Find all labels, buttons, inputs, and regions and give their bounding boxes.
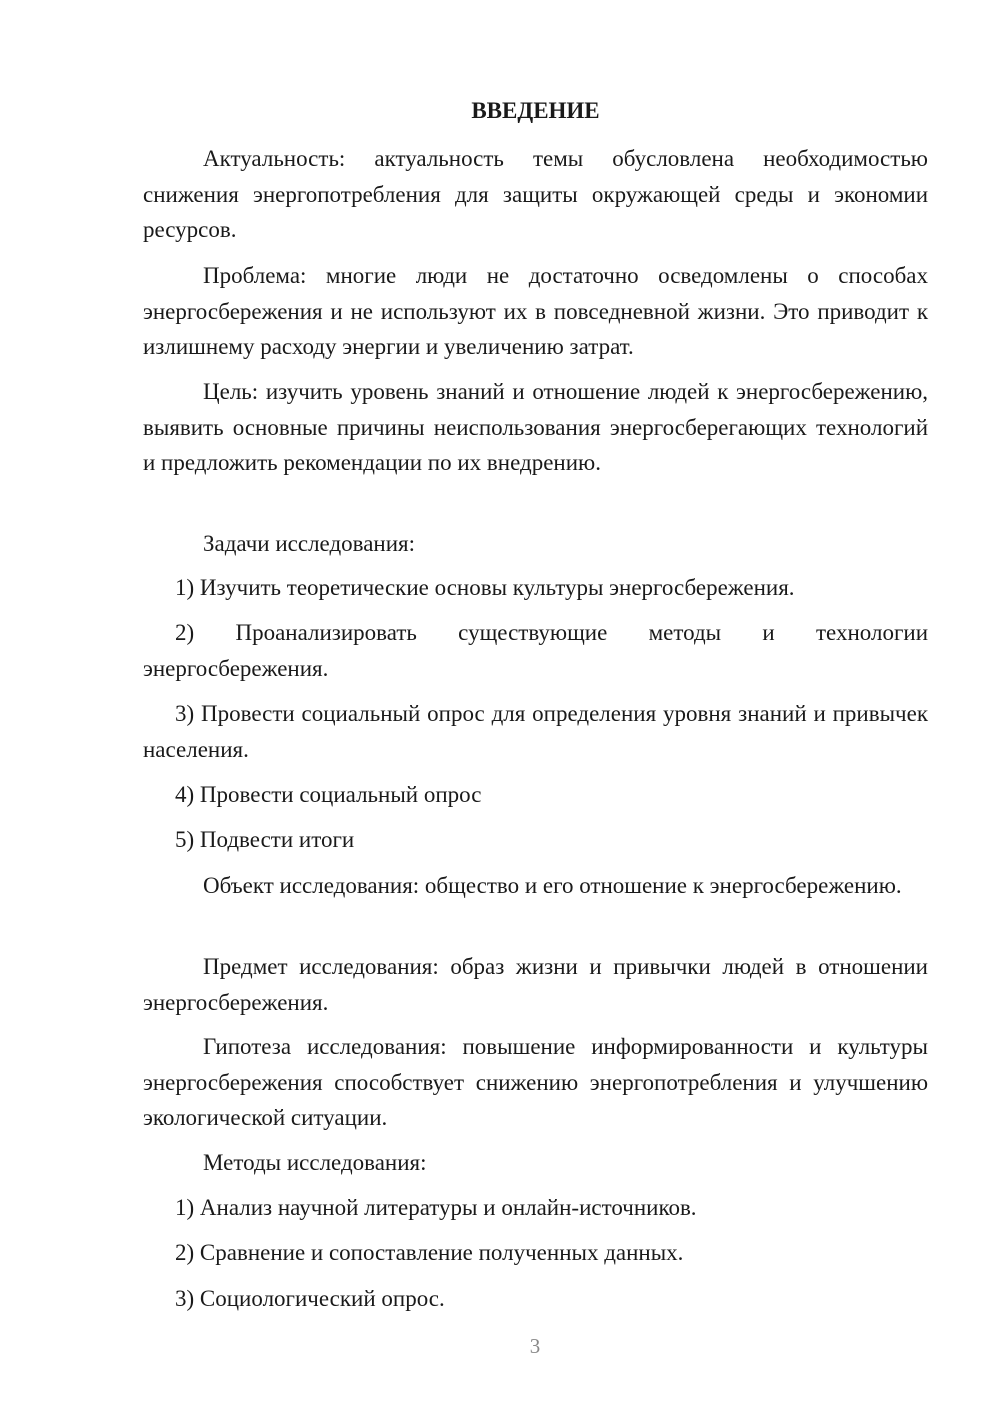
task-item: 4) Провести социальный опрос (175, 782, 482, 807)
tasks-heading: Задачи исследования: (203, 531, 416, 556)
page-title: ВВЕДЕНИЕ (471, 98, 600, 123)
task-item: 5) Подвести итоги (175, 827, 355, 852)
subject-paragraph: Предмет исследования: образ жизни и привычки людей в отношении энергосбережения. (143, 954, 928, 1015)
method-item: 3) Социологический опрос. (175, 1286, 445, 1311)
goal-paragraph: Цель: изучить уровень знаний и отношение людей к энергосбережению, выявить основные причины неиспользования энергосберегающих технологий и предложить рекомендации по их внедрению. (143, 379, 928, 475)
task-item: 1) Изучить теоретические основы культуры энергосбережения. (175, 575, 795, 600)
page-number: 3 (529, 1334, 541, 1358)
method-item: 1) Анализ научной литературы и онлайн-источников. (175, 1195, 697, 1220)
task-item: 3) Провести социальный опрос для определения уровня знаний и привычек населения. (143, 701, 928, 762)
task-item: 2) Проанализировать существующие методы и технологии энергосбережения. (143, 620, 928, 681)
object-paragraph: Объект исследования: общество и его отношение к энергосбережению. (203, 873, 902, 898)
hypothesis-paragraph: Гипотеза исследования: повышение информированности и культуры энергосбережения способствует снижению энергопотребления и улучшению экологической ситуации. (143, 1034, 928, 1130)
method-item: 2) Сравнение и сопоставление полученных данных. (175, 1240, 684, 1265)
relevance-paragraph: Актуальность: актуальность темы обусловлена необходимостью снижения энергопотребления для защиты окружающей среды и экономии ресурсов. (143, 146, 928, 242)
problem-paragraph: Проблема: многие люди не достаточно осведомлены о способах энергосбережения и не используют их в повседневной жизни. Это приводит к излишнему расходу энергии и увеличению затрат. (143, 263, 928, 359)
methods-heading: Методы исследования: (203, 1150, 427, 1175)
